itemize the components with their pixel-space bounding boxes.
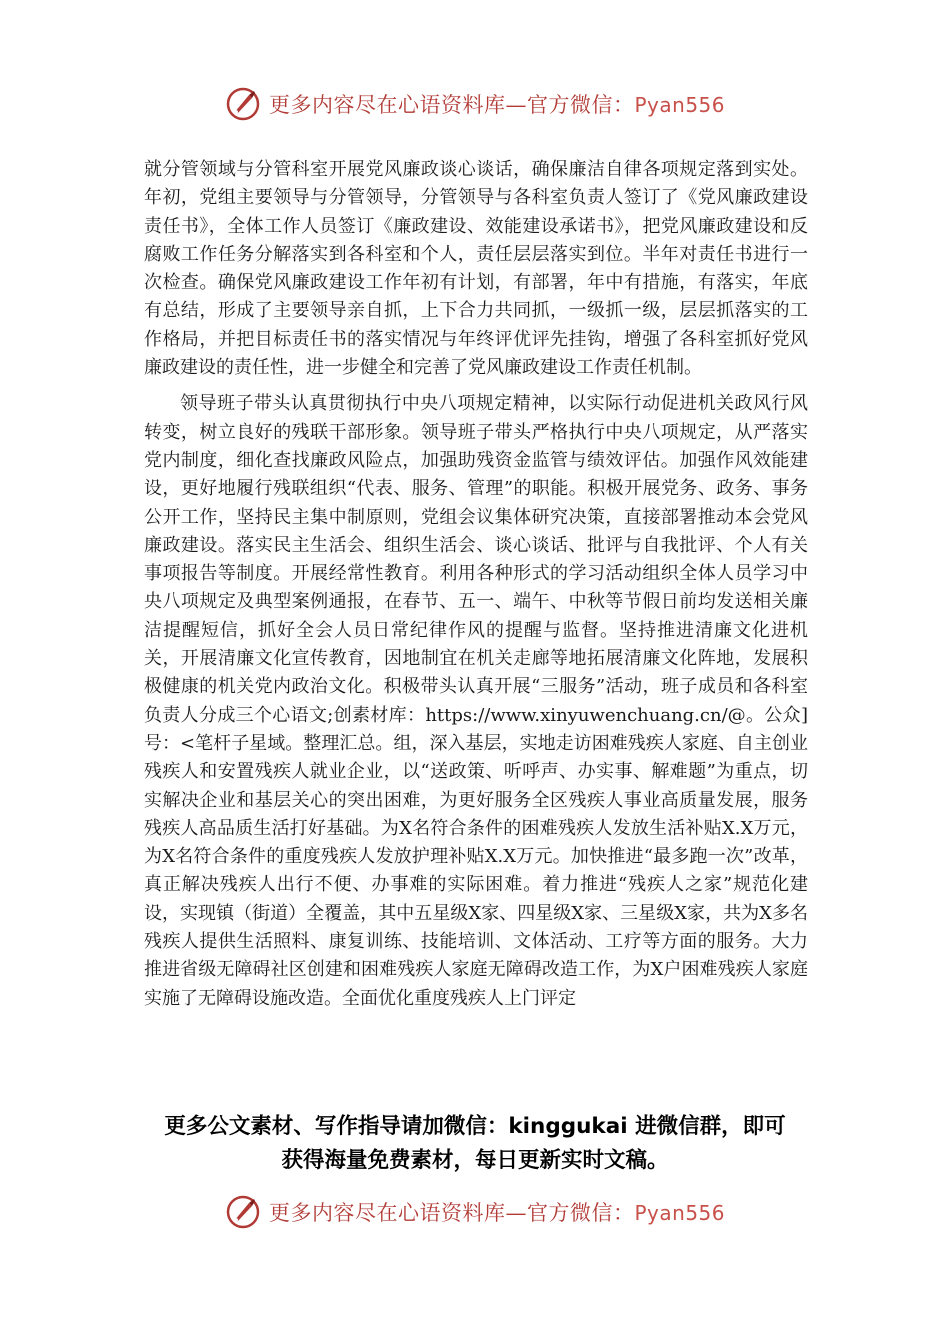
paragraph-1: 就分管领域与分管科室开展党风廉政谈心谈话，确保廉洁自律各项规定落到实处。年初，党组主要领导与分管领导，分管领导与各科室负责人签订了《党风廉政建设责任书》，全体工作人员签订《廉政建设、效能建设承诺书》，把党风廉政建设和反腐败工作任务分解落实到各科室和个人，责任层层落实到位。半年对责任书进行一次检查。确保党风廉政建设工作年初有计划，有部署，年中有措施，有落实，年底有总结，形成了主要领导亲自抓，上下合力共同抓，一级抓一级，层层抓落实的工作格局，并把目标责任书的落实情况与年终评优评先挂钩，增强了各科室抓好党风廉政建设的责任性，进一步健全和完善了党风廉政建设工作责任机制。 bbox=[144, 159, 808, 379]
wechat-id: Pyan556 bbox=[634, 1201, 725, 1225]
document-body bbox=[144, 156, 808, 1013]
promo-line-1: 更多公文素材、写作指导请加微信：kinggukai 进微信群，即可 bbox=[164, 1114, 786, 1139]
footer-banner bbox=[0, 1190, 950, 1234]
header-banner bbox=[0, 82, 950, 126]
banner-text: 更多内容尽在心语资料库—官方微信：Pyan556 bbox=[268, 93, 725, 117]
quill-pen-seal-icon bbox=[225, 86, 261, 122]
paragraph-2: 领导班子带头认真贯彻执行中央八项规定精神，以实际行动促进机关政风行风转变，树立良好的残联干部形象。领导班子带头严格执行中央八项规定，从严落实党内制度，细化查找廉政风险点，加强助残资金监管与绩效评估。加强作风效能建设，更好地履行残联组织“代表、服务、管理”的职能。积极开展党务、政务、事务公开工作，坚持民主集中制原则，党组会议集体研究决策，直接部署推动本会党风廉政建设。落实民主生活会、组织生活会、谈心谈话、批评与自我批评、个人有关事项报告等制度。开展经常性教育。利用各种形式的学习活动组织全体人员学习中央八项规定及典型案例通报，在春节、五一、端午、中秋等节假日前均发送相关廉洁提醒短信，抓好全会人员日常纪律作风的提醒与监督。坚持推进清廉文化进机关，开展清廉文化宣传教育，因地制宜在机关走廊等地拓展清廉文化阵地，发展积极健康的机关党内政治文化。积极带头认真开展“三服务”活动，班子成员和各科室负责人分成三个心语文;创素材库：https://www.xinyuwenchuang.cn/@。公众]号：<笔杆子星域。整理汇总。组，深入基层，实地走访困难残疾人家庭、自主创业残疾人和安置残疾人就业企业，以“送政策、听呼声、办实事、解难题”为重点，切实解决企业和基层关心的突出困难，为更好服务全区残疾人事业高质量发展，服务残疾人高品质生活打好基础。为X名符合条件的困难残疾人发放生活补贴X.X万元，为X名符合条件的重度残疾人发放护理补贴X.X万元。加快推进“最多跑一次”改革，真正解决残疾人出行不便、办事难的实际困难。着力推进“残疾人之家”规范化建设，实现镇（街道）全覆盖，其中五星级X家、四星级X家、三星级X家，共为X多名残疾人提供生活照料、康复训练、技能培训、文体活动、工疗等方面的服务。大力推进省级无障碍社区创建和困难残疾人家庭无障碍改造工作，为X户困难残疾人家庭实施了无障碍设施改造。全面优化重度残疾人上门评定 bbox=[144, 393, 809, 1009]
promo-notice bbox=[100, 1110, 850, 1178]
wechat-id: Pyan556 bbox=[634, 93, 725, 117]
quill-pen-seal-icon bbox=[225, 1194, 261, 1230]
promo-line-2: 获得海量免费素材，每日更新实时文稿。 bbox=[281, 1148, 669, 1173]
banner-text: 更多内容尽在心语资料库—官方微信：Pyan556 bbox=[268, 1201, 725, 1225]
